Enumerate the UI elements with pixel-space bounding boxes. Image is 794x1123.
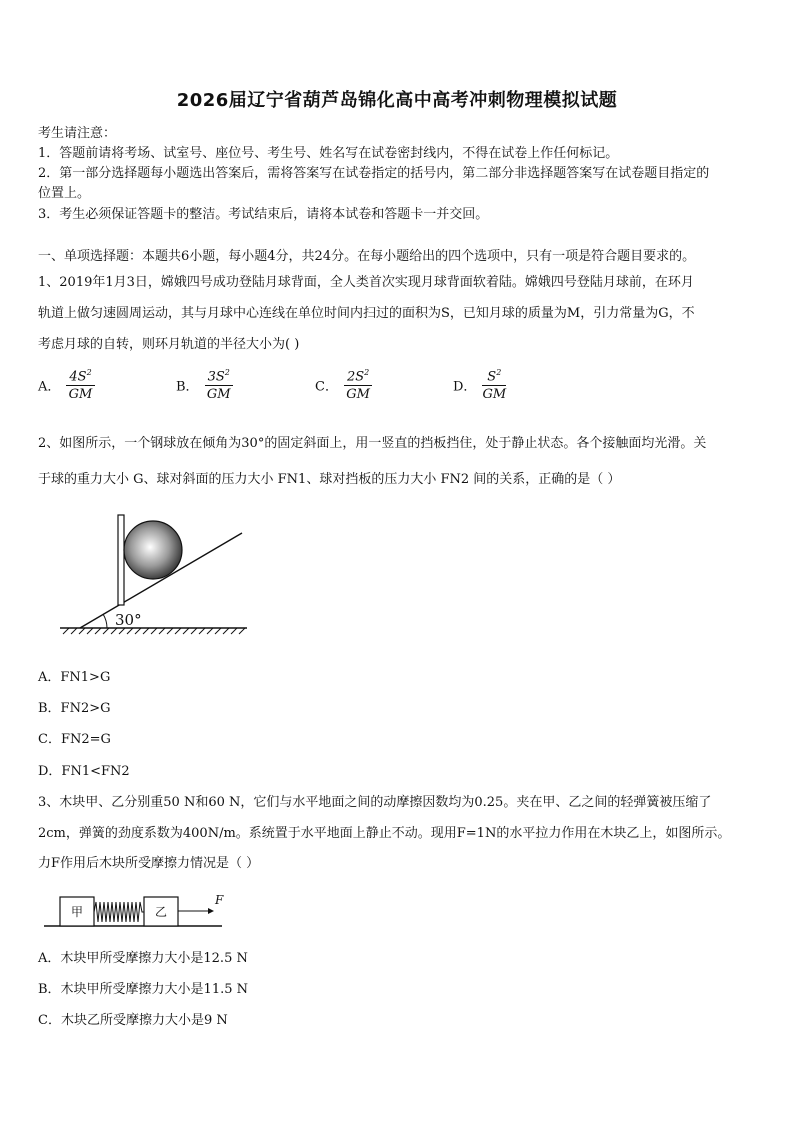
q1-option-a[interactable] <box>38 368 95 402</box>
q1-option-c-exp: 2 <box>364 368 370 377</box>
q1-option-b-label: B． <box>176 379 199 395</box>
q1-option-c[interactable] <box>315 368 372 402</box>
q2-text-line-1: 2、如图所示，一个钢球放在倾角为30°的固定斜面上，用一竖直的挡板挡住，处于静止状态。各个接触面均光滑。关 <box>38 436 707 451</box>
q1-option-a-num: 4S <box>69 369 87 385</box>
spring-blocks-figure <box>44 890 244 932</box>
q3-text-line-1: 3、木块甲、乙分别重50 N和60 N，它们与水平地面之间的动摩擦因数均为0.25。夹在甲、乙之间的轻弹簧被压缩了 <box>38 795 712 810</box>
block-jia-label: 甲 <box>71 905 84 919</box>
q2-option-b[interactable]: B．FN2>G <box>38 701 111 716</box>
q1-text-line-3: 考虑月球的自转，则环月轨道的半径大小为( ) <box>38 337 300 352</box>
q1-option-b-exp: 2 <box>224 368 230 377</box>
q1-option-d-den: GM <box>482 387 507 403</box>
notice-item-2: 2．第一部分选择题每小题选出答案后，需将答案写在试卷指定的括号内，第二部分非选择题答案写在试卷题目指定的 <box>38 166 710 181</box>
q1-option-a-den: GM <box>68 387 93 403</box>
angle-label: 30° <box>115 611 142 629</box>
q2-text-line-2: 于球的重力大小 G、球对斜面的压力大小 FN1、球对挡板的压力大小 FN2 间的关系，正确的是（ ） <box>38 472 621 487</box>
q1-option-c-den: GM <box>346 387 370 403</box>
q1-option-c-label: C． <box>315 379 338 395</box>
q1-option-d-label: D． <box>453 379 477 395</box>
q2-option-d[interactable]: D．FN1<FN2 <box>38 764 130 779</box>
q1-option-a-label: A． <box>38 379 61 395</box>
q1-text-line-2: 轨道上做匀速圆周运动，其与月球中心连线在单位时间内扫过的面积为S，已知月球的质量为M，引力常量为G，不 <box>38 306 695 321</box>
incline-ball-figure <box>55 508 255 638</box>
notice-item-2-cont: 位置上。 <box>38 186 91 201</box>
q1-option-d-num: S <box>487 369 497 385</box>
angle-arc <box>103 614 107 628</box>
spring <box>94 902 144 922</box>
q3-text-line-2: 2cm，弹簧的劲度系数为400N/m。系统置于水平地面上静止不动。现用F=1N的水平拉力作用在木块乙上，如图所示。 <box>38 826 731 841</box>
ground-hatch <box>60 628 247 634</box>
force-arrowhead <box>208 908 214 914</box>
steel-ball <box>124 521 182 579</box>
q1-option-b-num: 3S <box>207 369 225 385</box>
page-title: 2026届辽宁省葫芦岛锦化高中高考冲刺物理模拟试题 <box>176 90 618 111</box>
q1-option-d-exp: 2 <box>496 368 502 377</box>
section-heading: 一、单项选择题：本题共6小题，每小题4分，共24分。在每小题给出的四个选项中，只有一项是符合题目要求的。 <box>38 249 696 264</box>
q1-option-c-num: 2S <box>346 369 365 385</box>
notice-item-3: 3．考生必须保证答题卡的整洁。考试结束后，请将本试卷和答题卡一并交回。 <box>38 207 489 222</box>
q3-option-b[interactable]: B．木块甲所受摩擦力大小是11.5 N <box>38 982 249 997</box>
q2-option-a[interactable]: A．FN1>G <box>38 670 111 685</box>
q3-option-a[interactable]: A．木块甲所受摩擦力大小是12.5 N <box>38 951 248 966</box>
q3-text-line-3: 力F作用后木块所受摩擦力情况是（ ） <box>38 856 260 871</box>
q1-option-d[interactable] <box>453 368 506 402</box>
block-yi-label: 乙 <box>155 905 168 919</box>
q2-option-c[interactable]: C．FN2=G <box>38 732 111 747</box>
notice-item-1: 1．答题前请将考场、试室号、座位号、考生号、姓名写在试卷密封线内，不得在试卷上作任何标记。 <box>38 146 619 161</box>
q1-option-b[interactable] <box>176 368 233 402</box>
notice-heading: 考生请注意： <box>38 126 117 141</box>
q1-option-b-den: GM <box>206 387 231 403</box>
q1-text-line-1: 1、2019年1月3日，嫦娥四号成功登陆月球背面，全人类首次实现月球背面软着陆。嫦娥四号登陆月球前，在环月 <box>38 275 694 290</box>
vertical-board <box>118 515 124 605</box>
force-label: F <box>215 893 224 907</box>
q3-option-c[interactable]: C．木块乙所受摩擦力大小是9 N <box>38 1013 228 1028</box>
q1-option-a-exp: 2 <box>86 368 92 377</box>
